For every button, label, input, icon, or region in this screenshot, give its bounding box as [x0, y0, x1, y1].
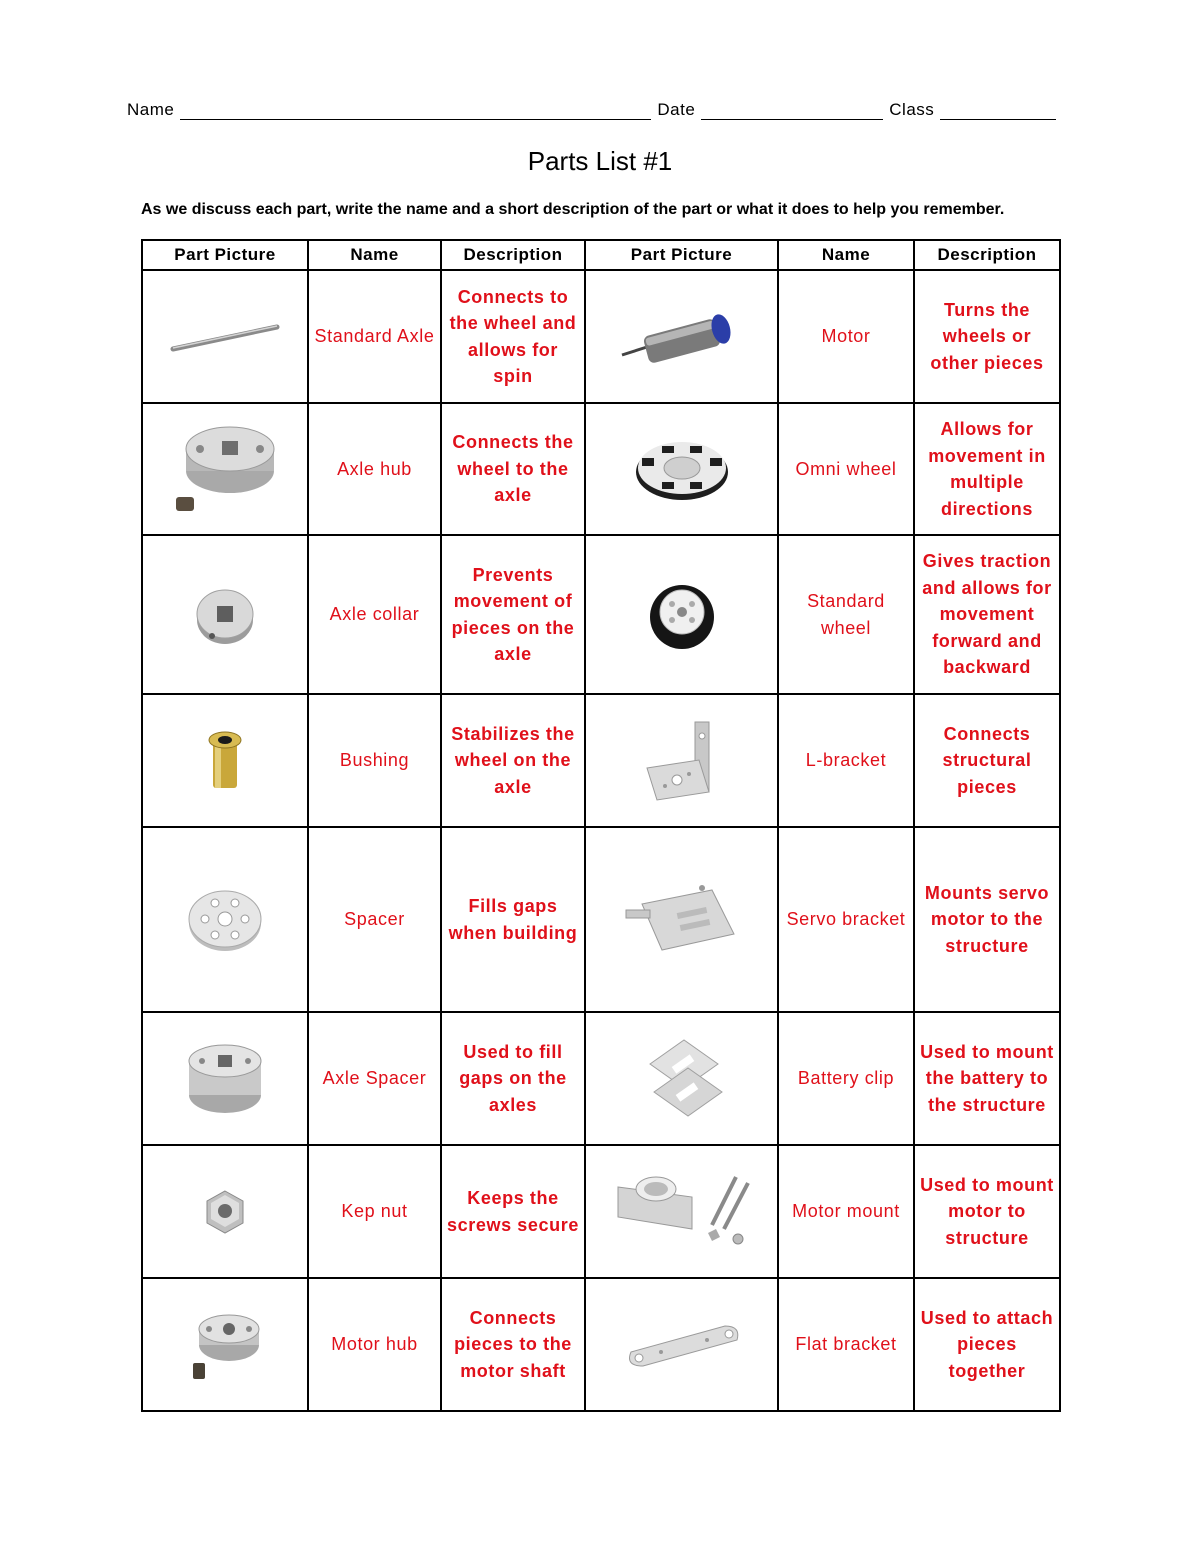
part-name: Servo bracket — [778, 827, 914, 1012]
part-description: Connects to the wheel and allows for spin — [441, 270, 585, 403]
part-name: Motor — [778, 270, 914, 403]
column-header: Description — [914, 240, 1060, 270]
part-name: Kep nut — [308, 1145, 441, 1278]
spacer-icon — [185, 885, 265, 955]
omni-wheel-icon — [632, 434, 732, 504]
l-bracket-icon — [637, 716, 727, 806]
column-header: Name — [778, 240, 914, 270]
part-picture-cell — [585, 403, 778, 535]
part-description: Connects the wheel to the axle — [441, 403, 585, 535]
flat-bracket-icon — [617, 1320, 747, 1370]
part-picture-cell — [142, 1278, 308, 1411]
part-picture-cell — [142, 1145, 308, 1278]
axle-rod-icon — [165, 317, 285, 357]
axle-hub-icon — [170, 419, 280, 519]
kep-nut-icon — [200, 1187, 250, 1237]
part-description: Used to mount motor to structure — [914, 1145, 1060, 1278]
part-description: Stabilizes the wheel on the axle — [441, 694, 585, 827]
part-name: Bushing — [308, 694, 441, 827]
part-name: Spacer — [308, 827, 441, 1012]
part-picture-cell — [585, 1145, 778, 1278]
part-name: Motor hub — [308, 1278, 441, 1411]
part-description: Connects pieces to the motor shaft — [441, 1278, 585, 1411]
table-row — [142, 270, 1060, 403]
standard-wheel-icon — [647, 580, 717, 650]
part-description: Fills gaps when building — [441, 827, 585, 1012]
part-name: Motor mount — [778, 1145, 914, 1278]
table-row — [142, 1012, 1060, 1145]
part-name: L-bracket — [778, 694, 914, 827]
parts-table — [141, 239, 1061, 1412]
part-picture-cell — [585, 694, 778, 827]
part-name: Standard wheel — [778, 535, 914, 694]
part-description: Used to mount the battery to the structure — [914, 1012, 1060, 1145]
part-description: Prevents movement of pieces on the axle — [441, 535, 585, 694]
part-picture-cell — [142, 827, 308, 1012]
class-label: Class — [889, 100, 935, 119]
part-picture-cell — [142, 694, 308, 827]
name-label: Name — [127, 100, 175, 119]
name-blank[interactable] — [180, 101, 651, 120]
date-label: Date — [657, 100, 696, 119]
part-name: Axle collar — [308, 535, 441, 694]
table-row — [142, 403, 1060, 535]
table-header-row — [142, 240, 1060, 270]
part-picture-cell — [142, 403, 308, 535]
part-picture-cell — [585, 1012, 778, 1145]
class-blank[interactable] — [940, 101, 1056, 120]
part-description: Allows for movement in multiple directions — [914, 403, 1060, 535]
axle-spacer-icon — [180, 1039, 270, 1119]
part-description: Connects structural pieces — [914, 694, 1060, 827]
motor-hub-icon — [185, 1305, 265, 1385]
part-picture-cell — [142, 270, 308, 403]
motor-icon — [617, 307, 747, 367]
part-name: Axle Spacer — [308, 1012, 441, 1145]
column-header: Description — [441, 240, 585, 270]
part-name: Battery clip — [778, 1012, 914, 1145]
part-picture-cell — [142, 1012, 308, 1145]
part-description: Used to fill gaps on the axles — [441, 1012, 585, 1145]
part-description: Gives traction and allows for movement forward and backward — [914, 535, 1060, 694]
part-picture-cell — [585, 1278, 778, 1411]
part-name: Standard Axle — [308, 270, 441, 403]
part-name: Omni wheel — [778, 403, 914, 535]
table-row — [142, 694, 1060, 827]
part-picture-cell — [585, 270, 778, 403]
instructions: As we discuss each part, write the name and a short description of the part or what it does to help you remember. — [141, 201, 1005, 218]
table-row — [142, 535, 1060, 694]
part-description: Turns the wheels or other pieces — [914, 270, 1060, 403]
battery-clip-icon — [632, 1034, 732, 1124]
part-name: Axle hub — [308, 403, 441, 535]
bushing-icon — [205, 726, 245, 796]
part-description: Mounts servo motor to the structure — [914, 827, 1060, 1012]
motor-mount-icon — [612, 1167, 752, 1257]
part-picture-cell — [585, 827, 778, 1012]
table-row — [142, 1145, 1060, 1278]
table-row — [142, 827, 1060, 1012]
servo-bracket-icon — [622, 880, 742, 960]
page-title: Parts List #1 — [527, 146, 673, 176]
column-header: Part Picture — [142, 240, 308, 270]
date-blank[interactable] — [701, 101, 883, 120]
table-row — [142, 1278, 1060, 1411]
part-description: Used to attach pieces together — [914, 1278, 1060, 1411]
column-header: Part Picture — [585, 240, 778, 270]
axle-collar-icon — [190, 580, 260, 650]
part-name: Flat bracket — [778, 1278, 914, 1411]
column-header: Name — [308, 240, 441, 270]
student-info-line — [127, 96, 1063, 120]
part-picture-cell — [142, 535, 308, 694]
part-description: Keeps the screws secure — [441, 1145, 585, 1278]
part-picture-cell — [585, 535, 778, 694]
